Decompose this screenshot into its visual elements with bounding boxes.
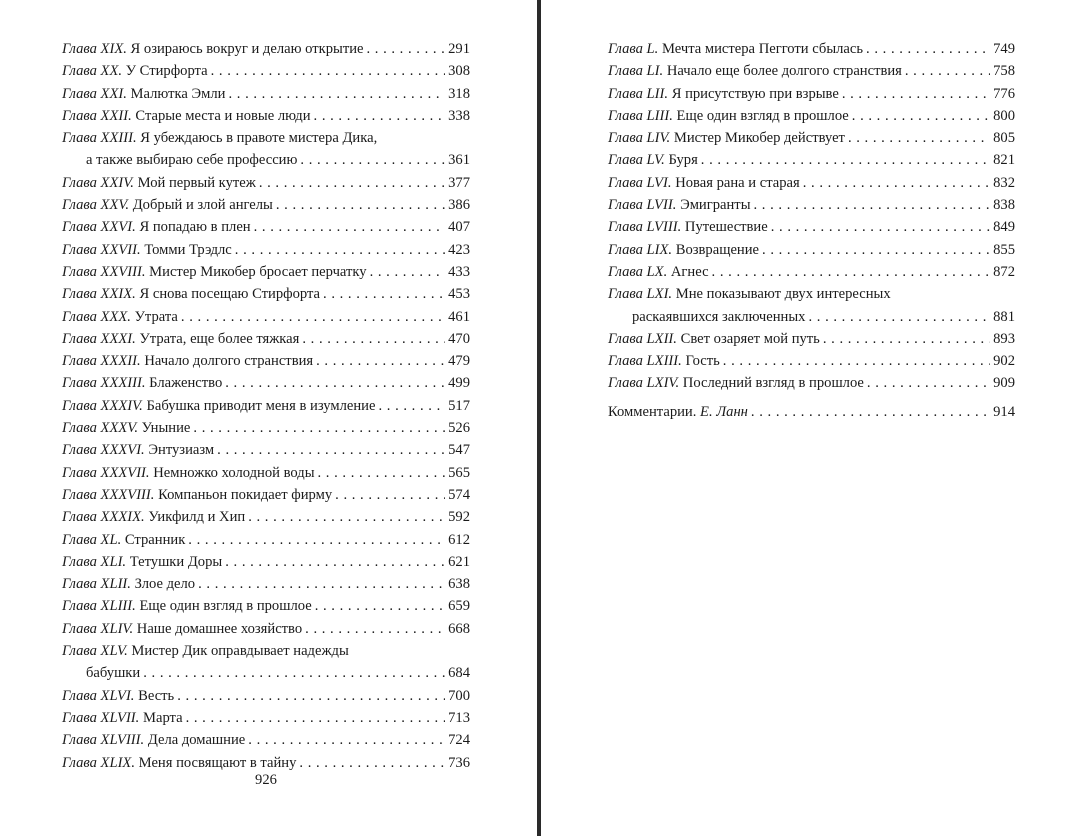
toc-entry — [62, 618, 470, 640]
toc-entry — [608, 216, 1015, 238]
toc-entry — [608, 127, 1015, 149]
dot-leader — [177, 685, 445, 707]
chapter-title: Мистер Микобер действует — [673, 130, 845, 147]
chapter-label: Глава L. — [608, 41, 659, 57]
chapter-label: Глава LXII. — [608, 330, 677, 347]
toc-entry — [62, 573, 470, 595]
chapter-label: Глава XX. — [62, 63, 123, 80]
chapter-label: Глава XXIII. — [62, 130, 137, 147]
dot-leader — [751, 401, 990, 423]
page-gutter — [537, 0, 541, 836]
toc-entry — [62, 640, 470, 685]
chapter-page-number: 517 — [448, 397, 470, 414]
toc-entry — [62, 685, 470, 707]
chapter-page-number: 736 — [448, 754, 470, 771]
dot-leader — [235, 239, 445, 261]
chapter-label: Глава XXXIV. — [62, 397, 143, 414]
dot-leader — [712, 261, 991, 283]
chapter-label: Глава XL. — [62, 531, 122, 548]
chapter-title: Дела домашние — [147, 732, 246, 749]
toc-entry-line — [62, 506, 470, 528]
chapter-title: Наше домашнее хозяйство — [136, 620, 303, 637]
dot-leader — [842, 83, 990, 105]
dot-leader — [143, 662, 445, 684]
chapter-label: Глава XXIX. — [62, 286, 136, 303]
chapter-title: Марта — [142, 709, 183, 726]
dot-leader — [808, 306, 990, 328]
toc-entry — [608, 60, 1015, 82]
chapter-label: Глава XLII. — [62, 576, 131, 593]
chapter-label: Глава XXVII. — [62, 241, 141, 258]
toc-entry-line — [62, 306, 470, 328]
chapter-title: Мечта мистера Пегготи сбылась — [661, 41, 864, 57]
toc-entry — [62, 462, 470, 484]
chapter-title: Малютка Эмли — [130, 85, 226, 102]
toc-entry-line — [62, 395, 470, 417]
chapter-label: Глава LIX. — [608, 241, 673, 258]
chapter-title: Новая рана и старая — [675, 174, 800, 191]
chapter-title-continued: раскаявшихся заключенных — [632, 308, 806, 325]
toc-entry-line — [608, 60, 1015, 82]
chapter-page-number: 881 — [993, 308, 1015, 325]
toc-entry — [62, 328, 470, 350]
toc-entry-line — [62, 149, 470, 171]
chapter-title: Гость — [685, 353, 720, 370]
chapter-label: Глава LXI. — [608, 286, 673, 303]
dot-leader — [300, 149, 445, 171]
toc-entry-line — [62, 529, 470, 551]
chapter-page-number: 592 — [448, 509, 470, 526]
chapter-title: Странник — [124, 531, 186, 548]
chapter-label: Глава LI. — [608, 63, 664, 80]
toc-entry-line — [62, 328, 470, 350]
toc-entry — [62, 595, 470, 617]
chapter-page-number: 621 — [448, 553, 470, 570]
chapter-label: Глава LIV. — [608, 130, 671, 147]
chapter-page-number: 659 — [448, 598, 470, 615]
chapter-title: Старые места и новые люди — [135, 107, 311, 124]
chapter-label: Глава XXXI. — [62, 330, 136, 347]
chapter-page-number: 758 — [993, 63, 1015, 80]
chapter-label: Глава LIII. — [608, 107, 673, 124]
dot-leader — [276, 194, 445, 216]
chapter-label: Глава LXIV. — [608, 375, 680, 392]
chapter-title: Уныние — [141, 420, 191, 437]
toc-entry-line — [608, 83, 1015, 105]
toc-entry-line — [62, 462, 470, 484]
toc-entry-line — [608, 127, 1015, 149]
chapter-label: Глава LV. — [608, 152, 665, 169]
chapter-label: Глава XXI. — [62, 85, 127, 102]
chapter-label: Глава XIX. — [62, 41, 127, 57]
chapter-page-number: 713 — [448, 709, 470, 726]
toc-entry — [608, 172, 1015, 194]
chapter-page-number: 612 — [448, 531, 470, 548]
dot-leader — [762, 239, 990, 261]
chapter-label: Глава LII. — [608, 85, 669, 102]
toc-entry-line — [608, 261, 1015, 283]
dot-leader — [378, 395, 445, 417]
chapter-label: Глава LXIII. — [608, 353, 682, 370]
toc-entry — [608, 261, 1015, 283]
toc-entry — [608, 38, 1015, 60]
toc-entry-line — [608, 328, 1015, 350]
chapter-page-number: 499 — [448, 375, 470, 392]
chapter-title: Последний взгляд в прошлое — [682, 375, 864, 392]
toc-entry — [62, 506, 470, 528]
toc-entry-line — [608, 194, 1015, 216]
chapter-title: Бабушка приводит меня в изумление — [146, 397, 376, 414]
dot-leader — [305, 618, 445, 640]
toc-entry — [62, 261, 470, 283]
chapter-page-number: 407 — [448, 219, 470, 236]
chapter-label: Глава LVII. — [608, 197, 677, 214]
chapter-label: Глава XXV. — [62, 197, 130, 214]
chapter-title: Энтузиазм — [148, 442, 215, 459]
chapter-title: Я озираюсь вокруг и делаю открытие — [130, 41, 364, 57]
chapter-label: Глава XLVII. — [62, 709, 140, 726]
toc-entry — [608, 372, 1015, 394]
chapter-page-number: 423 — [448, 241, 470, 258]
toc-entry-line — [608, 172, 1015, 194]
chapter-label: Глава XLIII. — [62, 598, 136, 615]
chapter-page-number: 470 — [448, 330, 470, 347]
chapter-page-number: 700 — [448, 687, 470, 704]
left-page-toc — [62, 38, 470, 774]
toc-entry — [62, 484, 470, 506]
toc-entry-line — [62, 551, 470, 573]
toc-entry-line — [608, 283, 1015, 305]
chapter-page-number: 318 — [448, 85, 470, 102]
chapter-label: Глава XLVIII. — [62, 732, 145, 749]
toc-entry-line — [62, 83, 470, 105]
chapter-page-number: 902 — [993, 353, 1015, 370]
chapter-page-number: 565 — [448, 464, 470, 481]
toc-entry — [62, 529, 470, 551]
toc-entry-line — [62, 685, 470, 707]
dot-leader — [225, 372, 445, 394]
chapter-title: Еще один взгляд в прошлое — [676, 107, 849, 124]
chapter-page-number: 684 — [448, 665, 470, 682]
chapter-title: Блаженство — [149, 375, 223, 392]
toc-entry — [608, 194, 1015, 216]
toc-entry-line — [62, 127, 470, 149]
page-number: 926 — [255, 772, 277, 788]
chapter-label: Глава XLI. — [62, 553, 127, 570]
toc-entry — [62, 417, 470, 439]
toc-entry-line — [62, 595, 470, 617]
toc-entry-line — [62, 194, 470, 216]
toc-entry-line — [62, 439, 470, 461]
chapter-title: Начало еще более долгого странствия — [666, 63, 902, 80]
dot-leader — [852, 105, 990, 127]
chapter-page-number: 386 — [448, 197, 470, 214]
chapter-page-number: 461 — [448, 308, 470, 325]
chapter-page-number: 838 — [993, 197, 1015, 214]
chapter-title: Мой первый кутеж — [137, 174, 256, 191]
dot-leader — [193, 417, 445, 439]
chapter-title: Мне показывают двух интересных — [675, 286, 891, 303]
commentary-author: Е. Ланн — [700, 403, 748, 420]
chapter-title: Я попадаю в плен — [139, 219, 251, 236]
toc-entry-line — [62, 707, 470, 729]
dot-leader — [754, 194, 991, 216]
toc-entry-line — [62, 261, 470, 283]
chapter-page-number: 361 — [448, 152, 470, 169]
chapter-page-number: 832 — [993, 174, 1015, 191]
toc-entry-line — [62, 172, 470, 194]
toc-entry — [608, 105, 1015, 127]
chapter-page-number: 849 — [993, 219, 1015, 236]
toc-entry — [608, 83, 1015, 105]
toc-entry — [62, 729, 470, 751]
chapter-label: Глава LX. — [608, 263, 668, 280]
chapter-label: Глава XXIV. — [62, 174, 134, 191]
chapter-label: Глава XXII. — [62, 107, 132, 124]
chapter-page-number: 479 — [448, 353, 470, 370]
chapter-page-number: 338 — [448, 107, 470, 124]
toc-entry-line — [608, 350, 1015, 372]
toc-entry — [608, 283, 1015, 328]
toc-entry — [608, 239, 1015, 261]
toc-entry-line — [62, 640, 470, 662]
toc-entry — [62, 172, 470, 194]
dot-leader — [254, 216, 446, 238]
dot-leader — [803, 172, 990, 194]
dot-leader — [198, 573, 445, 595]
toc-entry-line — [62, 216, 470, 238]
dot-leader — [366, 38, 445, 60]
right-page-toc — [608, 38, 1015, 423]
chapter-page-number: 453 — [448, 286, 470, 303]
toc-entry-line — [62, 350, 470, 372]
dot-leader — [248, 506, 445, 528]
toc-entry-line — [608, 105, 1015, 127]
toc-entry-line — [62, 239, 470, 261]
chapter-title: Мистер Дик оправдывает надежды — [131, 643, 349, 660]
chapter-page-number: 377 — [448, 174, 470, 191]
chapter-page-number: 872 — [993, 263, 1015, 280]
chapter-page-number: 855 — [993, 241, 1015, 258]
dot-leader — [228, 83, 445, 105]
dot-leader — [867, 372, 990, 394]
chapter-title: Начало долгого странствия — [144, 353, 314, 370]
toc-entry — [62, 395, 470, 417]
dot-leader — [701, 149, 990, 171]
chapter-page-number: 805 — [993, 130, 1015, 147]
toc-entry-line — [62, 372, 470, 394]
dot-leader — [316, 350, 445, 372]
toc-entry-line — [608, 239, 1015, 261]
dot-leader — [905, 60, 990, 82]
chapter-title: Я снова посещаю Стирфорта — [139, 286, 321, 303]
toc-entry-line — [62, 283, 470, 305]
toc-entry-line — [608, 38, 1015, 60]
dot-leader — [335, 484, 445, 506]
dot-leader — [723, 350, 990, 372]
chapter-title: Тетушки Доры — [129, 553, 223, 570]
dot-leader — [302, 328, 445, 350]
toc-entry-line — [62, 484, 470, 506]
toc-entry — [62, 707, 470, 729]
dot-leader — [188, 529, 445, 551]
chapter-page-number: 668 — [448, 620, 470, 637]
toc-entry — [62, 60, 470, 82]
chapter-title: Томми Трэдлс — [144, 241, 232, 258]
toc-entry — [62, 127, 470, 172]
dot-leader — [299, 752, 445, 774]
chapter-page-number: 308 — [448, 63, 470, 80]
chapter-page-number: 526 — [448, 420, 470, 437]
toc-entry-line — [608, 401, 1015, 423]
dot-leader — [323, 283, 445, 305]
dot-leader — [181, 306, 445, 328]
toc-entry — [62, 372, 470, 394]
chapter-label: Глава XLVI. — [62, 687, 135, 704]
chapter-page-number: 749 — [993, 41, 1015, 57]
dot-leader — [848, 127, 990, 149]
chapter-title: Буря — [668, 152, 698, 169]
chapter-title: Путешествие — [684, 219, 768, 236]
chapter-page-number: 776 — [993, 85, 1015, 102]
dot-leader — [370, 261, 446, 283]
chapter-label: Глава XLV. — [62, 643, 128, 660]
chapter-label: Глава XXXVIII. — [62, 486, 155, 503]
chapter-title: Мистер Микобер бросает перчатку — [149, 263, 367, 280]
chapter-page-number: 574 — [448, 486, 470, 503]
toc-entry-line — [62, 662, 470, 684]
chapter-page-number: 638 — [448, 576, 470, 593]
chapter-title: Я присутствую при взрыве — [671, 85, 839, 102]
chapter-label: Глава XXXII. — [62, 353, 141, 370]
toc-entry-line — [62, 105, 470, 127]
chapter-page-number: 291 — [448, 41, 470, 57]
chapter-page-number: 821 — [993, 152, 1015, 169]
chapter-title: Я убеждаюсь в правоте мистера Дика, — [140, 130, 378, 147]
dot-leader — [211, 60, 446, 82]
toc-entry-line — [608, 372, 1015, 394]
toc-entry — [62, 105, 470, 127]
commentary-page-number: 914 — [993, 403, 1015, 420]
chapter-label: Глава LVIII. — [608, 219, 682, 236]
dot-leader — [866, 38, 990, 60]
chapter-label: Глава XXXIX. — [62, 509, 145, 526]
dot-leader — [315, 595, 445, 617]
toc-entry — [62, 306, 470, 328]
toc-entry — [62, 239, 470, 261]
toc-entry-line — [62, 573, 470, 595]
chapter-title: Утрата, еще более тяжкая — [139, 330, 300, 347]
chapter-page-number: 800 — [993, 107, 1015, 124]
toc-entry — [62, 752, 470, 774]
toc-entry-line — [608, 216, 1015, 238]
toc-entry — [62, 439, 470, 461]
chapter-title: Эмигранты — [680, 197, 751, 214]
chapter-page-number: 724 — [448, 732, 470, 749]
chapter-label: Глава XXXVI. — [62, 442, 145, 459]
chapter-label: Глава LVI. — [608, 174, 672, 191]
toc-entry-line — [62, 618, 470, 640]
chapter-title: У Стирфорта — [125, 63, 208, 80]
chapter-label: Глава XLIX. — [62, 754, 135, 771]
chapter-title-continued: бабушки — [86, 665, 141, 682]
chapter-title: Возвращение — [675, 241, 760, 258]
toc-entry — [62, 350, 470, 372]
toc-entry — [608, 350, 1015, 372]
chapter-page-number: 909 — [993, 375, 1015, 392]
chapter-label: Глава XXXIII. — [62, 375, 146, 392]
toc-entry-commentary — [608, 401, 1015, 423]
chapter-title: Еще один взгляд в прошлое — [139, 598, 312, 615]
chapter-title: Свет озаряет мой путь — [680, 330, 820, 347]
chapter-title: Немножко холодной воды — [153, 464, 315, 481]
chapter-page-number: 433 — [448, 263, 470, 280]
toc-entry-line — [608, 149, 1015, 171]
chapter-label: Глава XXVIII. — [62, 263, 146, 280]
dot-leader — [314, 105, 446, 127]
toc-entry — [62, 283, 470, 305]
commentary-title: Комментарии. — [608, 403, 697, 420]
chapter-label: Глава XXXVII. — [62, 464, 150, 481]
chapter-title: Меня посвящают в тайну — [138, 754, 297, 771]
chapter-title-continued: а также выбираю себе профессию — [86, 152, 298, 169]
toc-entry-line — [62, 729, 470, 751]
dot-leader — [771, 216, 990, 238]
toc-entry-line — [62, 417, 470, 439]
chapter-label: Глава XXX. — [62, 308, 131, 325]
dot-leader — [186, 707, 446, 729]
chapter-page-number: 893 — [993, 330, 1015, 347]
chapter-title: Весть — [138, 687, 175, 704]
dot-leader — [217, 439, 445, 461]
chapter-title: Злое дело — [134, 576, 196, 593]
toc-entry-line — [608, 306, 1015, 328]
chapter-title: Агнес — [670, 263, 709, 280]
toc-entry — [62, 38, 470, 60]
dot-leader — [318, 462, 446, 484]
chapter-title: Компаньон покидает фирму — [158, 486, 333, 503]
dot-leader — [259, 172, 445, 194]
chapter-label: Глава XLIV. — [62, 620, 134, 637]
chapter-title: Уикфилд и Хип — [148, 509, 246, 526]
chapter-title: Добрый и злой ангелы — [132, 197, 273, 214]
dot-leader — [248, 729, 445, 751]
toc-entry — [62, 83, 470, 105]
toc-entry — [62, 194, 470, 216]
toc-entry-line — [62, 38, 470, 60]
toc-entry — [62, 551, 470, 573]
toc-entry — [608, 328, 1015, 350]
dot-leader — [225, 551, 445, 573]
dot-leader — [823, 328, 990, 350]
chapter-label: Глава XXXV. — [62, 420, 138, 437]
toc-entry — [608, 149, 1015, 171]
toc-entry-line — [62, 752, 470, 774]
chapter-page-number: 547 — [448, 442, 470, 459]
toc-entry-line — [62, 60, 470, 82]
toc-entry — [62, 216, 470, 238]
chapter-label: Глава XXVI. — [62, 219, 136, 236]
chapter-title: Утрата — [134, 308, 178, 325]
